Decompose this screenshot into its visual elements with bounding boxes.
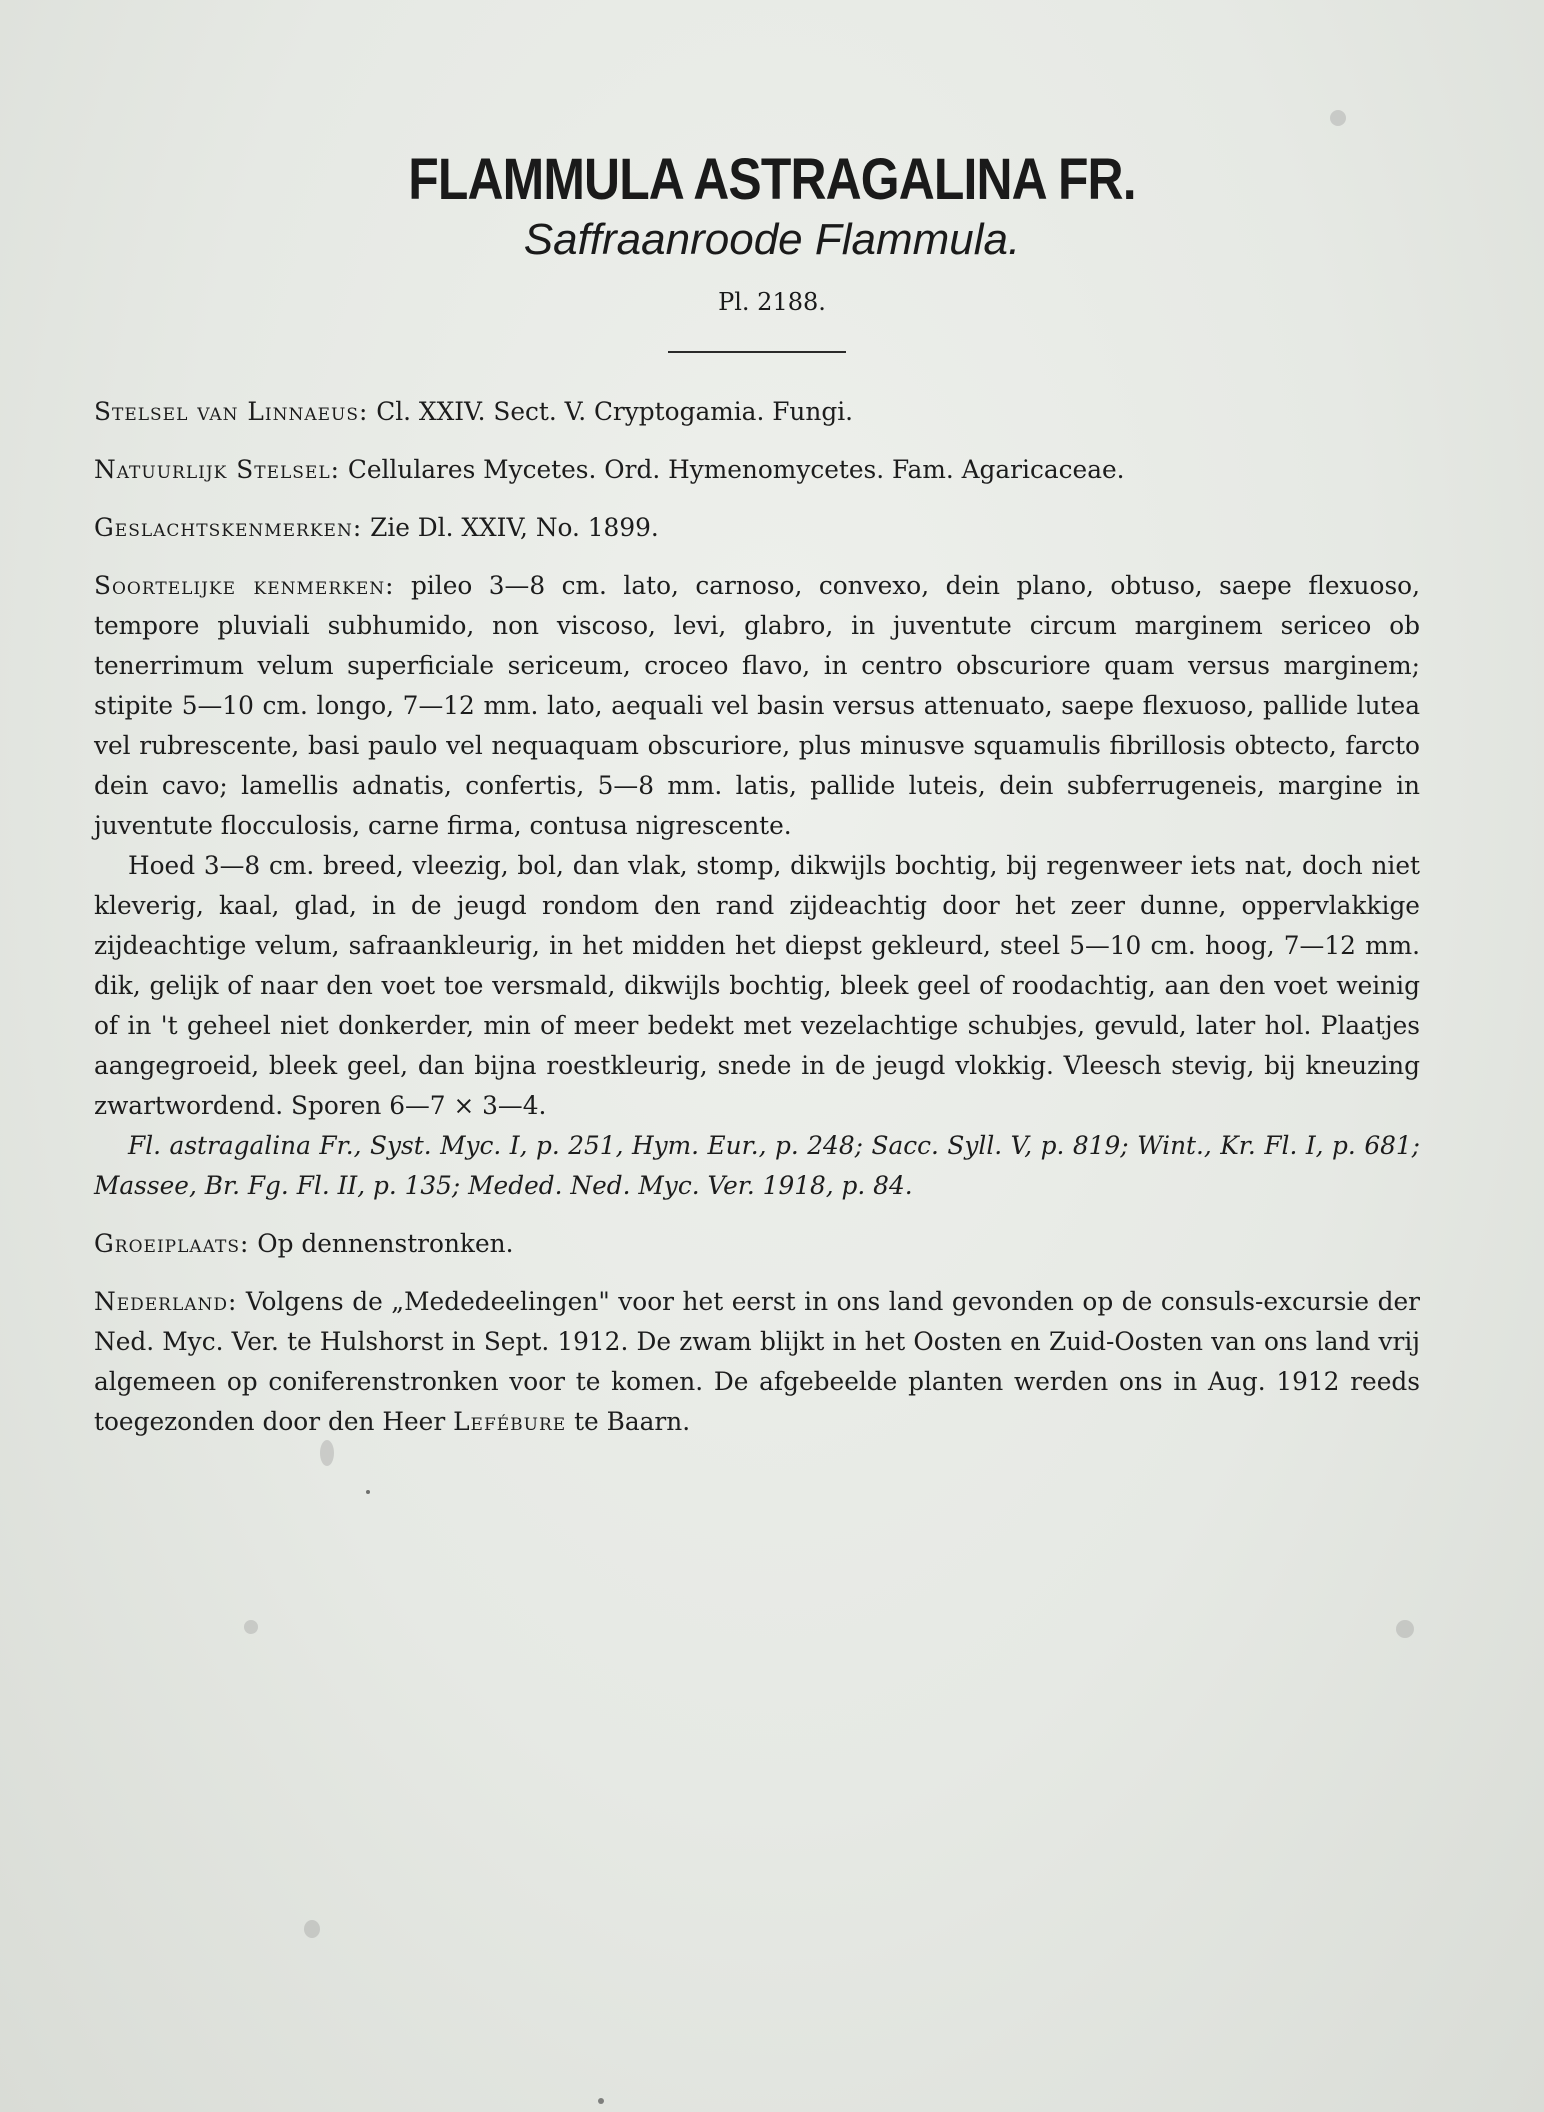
page-subtitle: Saffraanroode Flammula. bbox=[523, 215, 1021, 264]
plate-number: Pl. 2188. bbox=[718, 288, 826, 316]
paper-speck bbox=[366, 1490, 370, 1494]
section-text: pileo 3—8 cm. lato, carnoso, convexo, dein plano, obtuso, saepe flexuoso, tempore pluviali subhumido, non viscoso, levi, glabro, in juventute circum marginem sericeo ob tenerrimum velum superficiale sericeum, croceo flavo, in centro obscuriore quam versus marginem; stipite 5—10 cm. longo, 7—12 mm. lato, aequali vel basin versus attenuato, saepe flexuoso, pallide lutea vel rubrescente, basi paulo vel nequaquam obscuriore, plus minusve squamulis fibrillosis obtecto, farcto dein cavo; lamellis adnatis, confertis, 5—8 mm. latis, pallide luteis, dein subferrugeneis, margine in juventute flocculosis, carne firma, contusa nigrescente. bbox=[94, 571, 1420, 840]
paragraph-natural-system bbox=[94, 450, 1420, 490]
person-name: Lefébure bbox=[453, 1407, 567, 1436]
section-text: Cellulares Mycetes. Ord. Hymenomycetes. Fam. Agaricaceae. bbox=[339, 455, 1125, 484]
section-label: Geslachtskenmerken: bbox=[94, 513, 363, 542]
paragraph-linnaeus bbox=[94, 392, 1420, 432]
paragraph-netherlands bbox=[94, 1282, 1420, 1442]
section-label: Nederland: bbox=[94, 1287, 238, 1316]
section-text: Volgens de „Mededeelingen" voor het eerst in ons land gevonden op de consuls-excursie der Ned. Myc. Ver. te Hulshorst in Sept. 1912. De zwam blijkt in het Oosten en Zuid-Oosten van ons land vrij algemeen op coniferenstronken voor te komen. De afgebeelde planten werden ons in Aug. 1912 reeds toegezonden door den Heer bbox=[94, 1287, 1420, 1436]
page-title: FLAMMULA ASTRAGALINA FR. bbox=[408, 147, 1136, 212]
paper-speck bbox=[320, 1440, 334, 1466]
paragraph-species-latin bbox=[94, 566, 1420, 846]
section-label: Soortelijke kenmerken: bbox=[94, 571, 395, 600]
paragraph-references: Fl. astragalina Fr., Syst. Myc. I, p. 251, Hym. Eur., p. 248; Sacc. Syll. V, p. 819; Wint., Kr. Fl. I, p. 681; Massee, Br. Fg. Fl. II, p. 135; Meded. Ned. Myc. Ver. 1918, p. 84. bbox=[94, 1131, 1420, 1200]
section-label: Stelsel van Linnaeus: bbox=[94, 397, 369, 426]
paper-speck bbox=[304, 1920, 320, 1938]
document-body bbox=[94, 392, 1420, 1442]
paragraph-description-dutch: Hoed 3—8 cm. breed, vleezig, bol, dan vlak, stomp, dikwijls bochtig, bij regenweer iets nat, doch niet kleverig, kaal, glad, in de jeugd rondom den rand zijdeachtig door het zeer dunne, oppervlakkige zijdeachtige velum, safraankleurig, in het midden het diepst gekleurd, steel 5—10 cm. hoog, 7—12 mm. dik, gelijk of naar den voet toe versmald, dikwijls bochtig, bleek geel of roodachtig, aan den voet weinig of in 't geheel niet donkerder, min of meer bedekt met vezelachtige schubjes, gevuld, later hol. Plaatjes aangegroeid, bleek geel, dan bijna roestkleurig, snede in de jeugd vlokkig. Vleesch stevig, bij kneuzing zwartwordend. Sporen 6—7 × 3—4. bbox=[94, 851, 1420, 1120]
section-text-end: te Baarn. bbox=[566, 1407, 691, 1436]
title-divider bbox=[668, 351, 846, 353]
section-text: Op dennenstronken. bbox=[249, 1229, 514, 1258]
section-text: Zie Dl. XXIV, No. 1899. bbox=[362, 513, 659, 542]
section-label: Groeiplaats: bbox=[94, 1229, 250, 1258]
section-text: Cl. XXIV. Sect. V. Cryptogamia. Fungi. bbox=[368, 397, 854, 426]
paragraph-genus bbox=[94, 508, 1420, 548]
paper-speck bbox=[1396, 1620, 1414, 1638]
paper-speck bbox=[1330, 110, 1346, 126]
paper-speck bbox=[244, 1620, 258, 1634]
paragraph-habitat bbox=[94, 1224, 1420, 1264]
paper-speck bbox=[598, 2098, 604, 2104]
section-label: Natuurlijk Stelsel: bbox=[94, 455, 340, 484]
